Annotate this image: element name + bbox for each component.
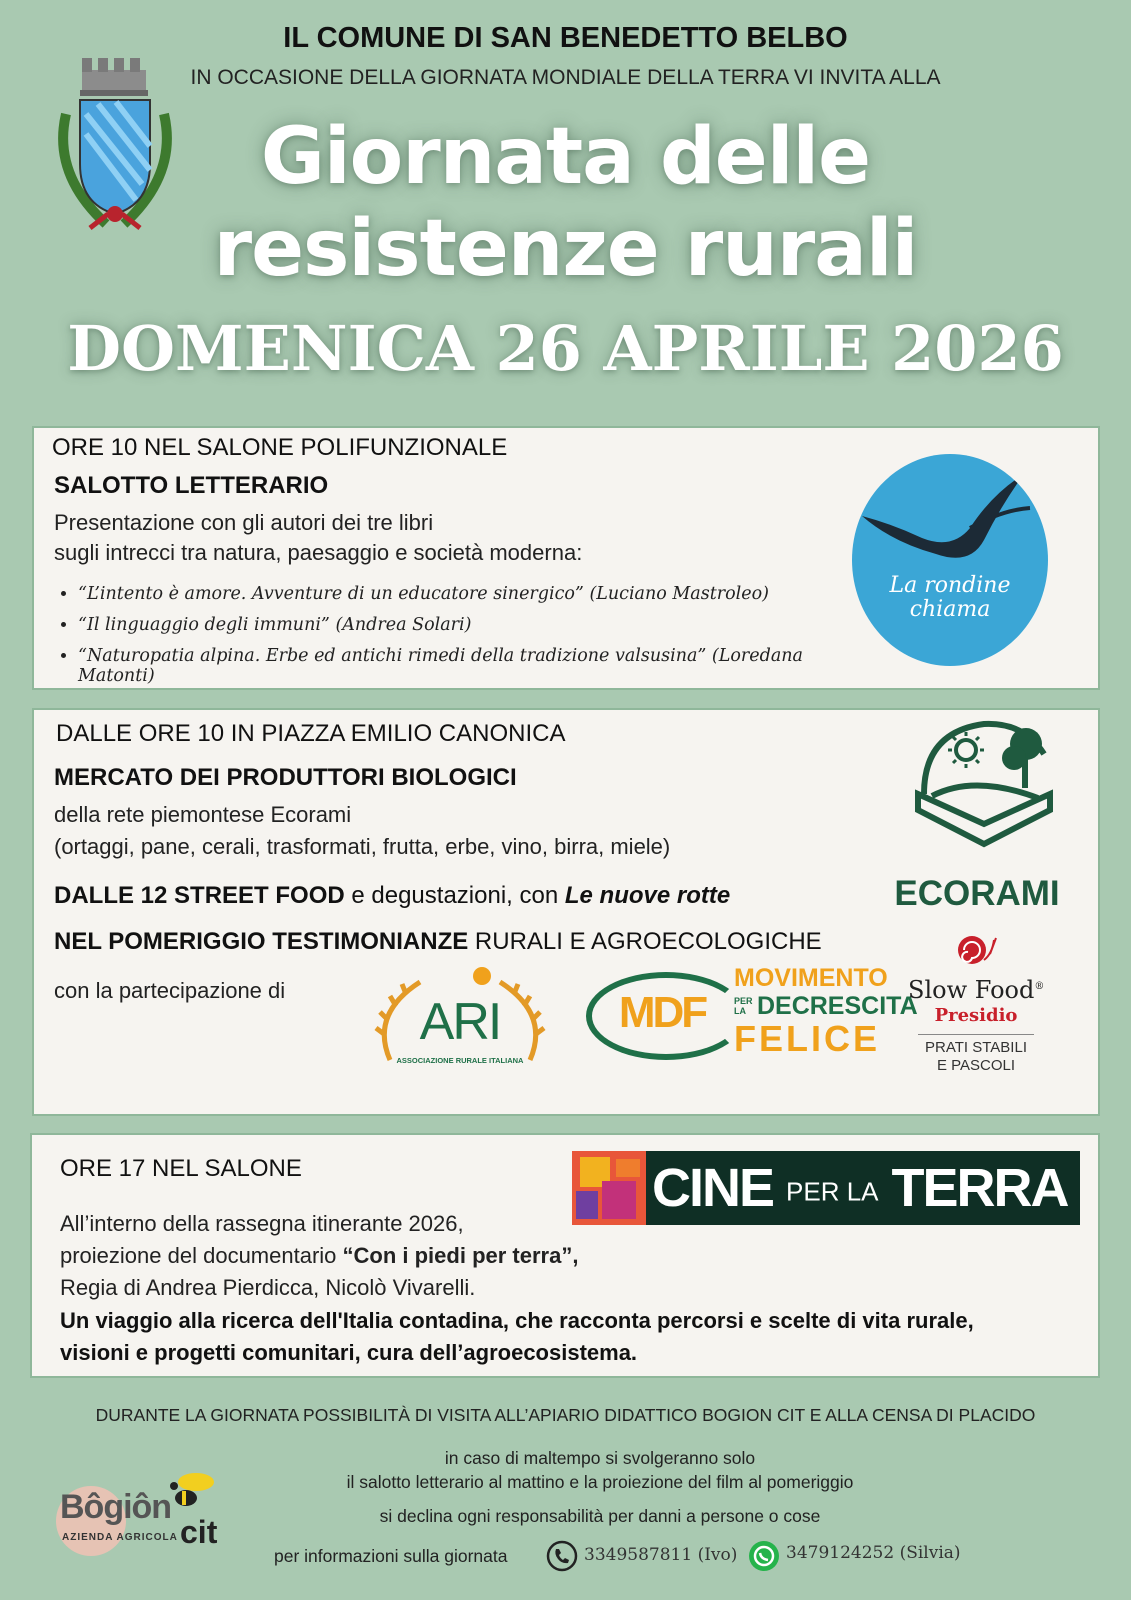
invita-subheading: IN OCCASIONE DELLA GIORNATA MONDIALE DELLA TERRA VI INVITA ALLA <box>190 66 941 89</box>
testimonianze-line <box>54 928 822 956</box>
la-rondine-chiama-logo <box>852 454 1048 666</box>
maltempo-line2: il salotto letterario al mattino e la proiezione del film al pomeriggio <box>346 1472 854 1492</box>
ari-logo <box>370 964 550 1074</box>
section3-line5: visioni e progetti comunitari, cura dell’agroecosistema. <box>60 1340 638 1365</box>
slow-food-text: Slow Food <box>908 976 1035 1004</box>
book-item: • “L’intento è amore. Avventure di un educatore sinergico” (Luciano Mastroleo) <box>78 584 878 604</box>
section1-desc1: Presentazione con gli autori dei tre libri <box>54 510 434 535</box>
street-food-line <box>54 882 730 910</box>
partecipazione-label: con la partecipazione di <box>54 978 286 1003</box>
section2-title: MERCATO DEI PRODUTTORI BIOLOGICI <box>54 764 517 791</box>
section3-line1: All’interno della rassegna itinerante 2026, <box>60 1211 464 1236</box>
section1-heading: ORE 10 NEL SALONE POLIFUNZIONALE <box>52 434 508 461</box>
prati-line1: PRATI STABILI <box>925 1039 1027 1056</box>
mdf-line3: FELICE <box>734 1018 881 1060</box>
comune-heading: IL COMUNE DI SAN BENEDETTO BELBO <box>283 22 848 54</box>
section2-desc1: della rete piemontese Ecorami <box>54 802 352 827</box>
street-food-mid: e degustazioni, con <box>344 882 565 909</box>
section1-desc2: sugli intrecci tra natura, paesaggio e società moderna: <box>54 540 583 565</box>
swallow-icon <box>852 454 1048 574</box>
mdf-logo-text: MDF <box>618 988 706 1037</box>
phone-silvia[interactable]: 3479124252 (Silvia) <box>786 1543 961 1563</box>
ari-logo-subtext: ASSOCIAZIONE RURALE ITALIANA <box>396 1056 524 1065</box>
section1-title: SALOTTO LETTERARIO <box>54 472 329 499</box>
section3-heading: ORE 17 NEL SALONE <box>60 1155 302 1182</box>
event-title-line2: resistenze rurali <box>213 204 918 294</box>
ecorami-landscape-icon <box>914 714 1054 864</box>
section3-line3: Regia di Andrea Pierdicca, Nicolò Vivarelli. <box>60 1275 476 1300</box>
ari-logo-text: ARI <box>419 993 501 1051</box>
street-food-bold: DALLE 12 STREET FOOD <box>54 882 345 909</box>
event-date: DOMENICA 26 APRILE 2026 <box>67 312 1064 385</box>
testimonianze-rest: RURALI E AGROECOLOGICHE <box>468 928 822 955</box>
azienda-agricola-text: AZIENDA AGRICOLA <box>62 1532 178 1543</box>
movimento-decrescita-felice <box>734 964 918 1060</box>
mercato-panel <box>32 708 1100 1116</box>
ecorami-logo-text: ECORAMI <box>894 874 1060 913</box>
bogion-text: Bôgiôn <box>60 1488 172 1526</box>
rondine-line1: La rondine <box>889 573 1011 598</box>
bee-icon <box>164 1470 222 1514</box>
snail-icon <box>954 934 998 968</box>
mdf-la: LA <box>734 1006 746 1016</box>
salotto-letterario-panel <box>32 426 1100 690</box>
phone-ivo[interactable]: 3349587811 (Ivo) <box>584 1545 738 1565</box>
presidio-text: Presidio <box>934 1005 1018 1026</box>
section3-line2 <box>60 1239 578 1272</box>
phone-icon <box>546 1540 578 1572</box>
event-title-line1: Giornata delle <box>260 112 871 202</box>
le-nuove-rotte: Le nuove rotte <box>564 882 731 909</box>
slow-food-divider <box>918 1034 1034 1035</box>
mdf-per: PER <box>734 996 753 1006</box>
maltempo-line1: in caso di maltempo si svolgeranno solo <box>444 1448 756 1468</box>
section3-line2-pre: proiezione del documentario <box>60 1243 343 1268</box>
cine-word: CINE <box>652 1158 774 1218</box>
rondine-line2: chiama <box>909 597 991 622</box>
book-item: • “Naturopatia alpina. Erbe ed antichi rimedi della tradizione valsusina” (Loredana Matonti) <box>78 646 878 686</box>
section2-heading: DALLE ORE 10 IN PIAZZA EMILIO CANONICA <box>56 720 566 747</box>
mdf-line2: DECRESCITA <box>756 992 918 1020</box>
apiario-notice: DURANTE LA GIORNATA POSSIBILITÀ DI VISITA ALL’APIARIO DIDATTICO BOGION CIT E ALLA CENSA DI PLACIDO <box>95 1405 1036 1425</box>
mdf-line1: MOVIMENTO <box>734 964 888 992</box>
registered-mark: ® <box>1034 981 1045 992</box>
bogion-cit-logo <box>56 1470 232 1586</box>
documentary-title: “Con i piedi per terra”, <box>342 1243 579 1268</box>
testimonianze-bold: NEL POMERIGGIO TESTIMONIANZE <box>54 928 469 955</box>
slow-food-presidio-logo <box>908 934 1044 1075</box>
cine-color-graphic <box>572 1151 646 1225</box>
cit-text: cit <box>180 1514 218 1550</box>
per-la-word: PER LA <box>786 1176 879 1207</box>
cine-panel <box>30 1133 1100 1378</box>
book-item: • “Il linguaggio degli immuni” (Andrea Solari) <box>78 615 878 635</box>
info-label: per informazioni sulla giornata <box>274 1546 508 1566</box>
section2-desc2: (ortaggi, pane, cerali, trasformati, frutta, erbe, vino, birra, miele) <box>54 834 671 859</box>
mdf-logo <box>586 972 746 1060</box>
responsabilita-notice: si declina ogni responsabilità per danni a persone o cose <box>379 1506 821 1526</box>
section3-line4: Un viaggio alla ricerca dell'Italia contadina, che racconta percorsi e scelte di vita rurale, <box>60 1308 974 1333</box>
prati-line2: E PASCOLI <box>936 1057 1016 1074</box>
cine-per-la-terra-logo <box>572 1151 1080 1225</box>
terra-word: TERRA <box>891 1158 1068 1218</box>
whatsapp-icon <box>748 1540 780 1572</box>
book-list <box>34 584 878 697</box>
